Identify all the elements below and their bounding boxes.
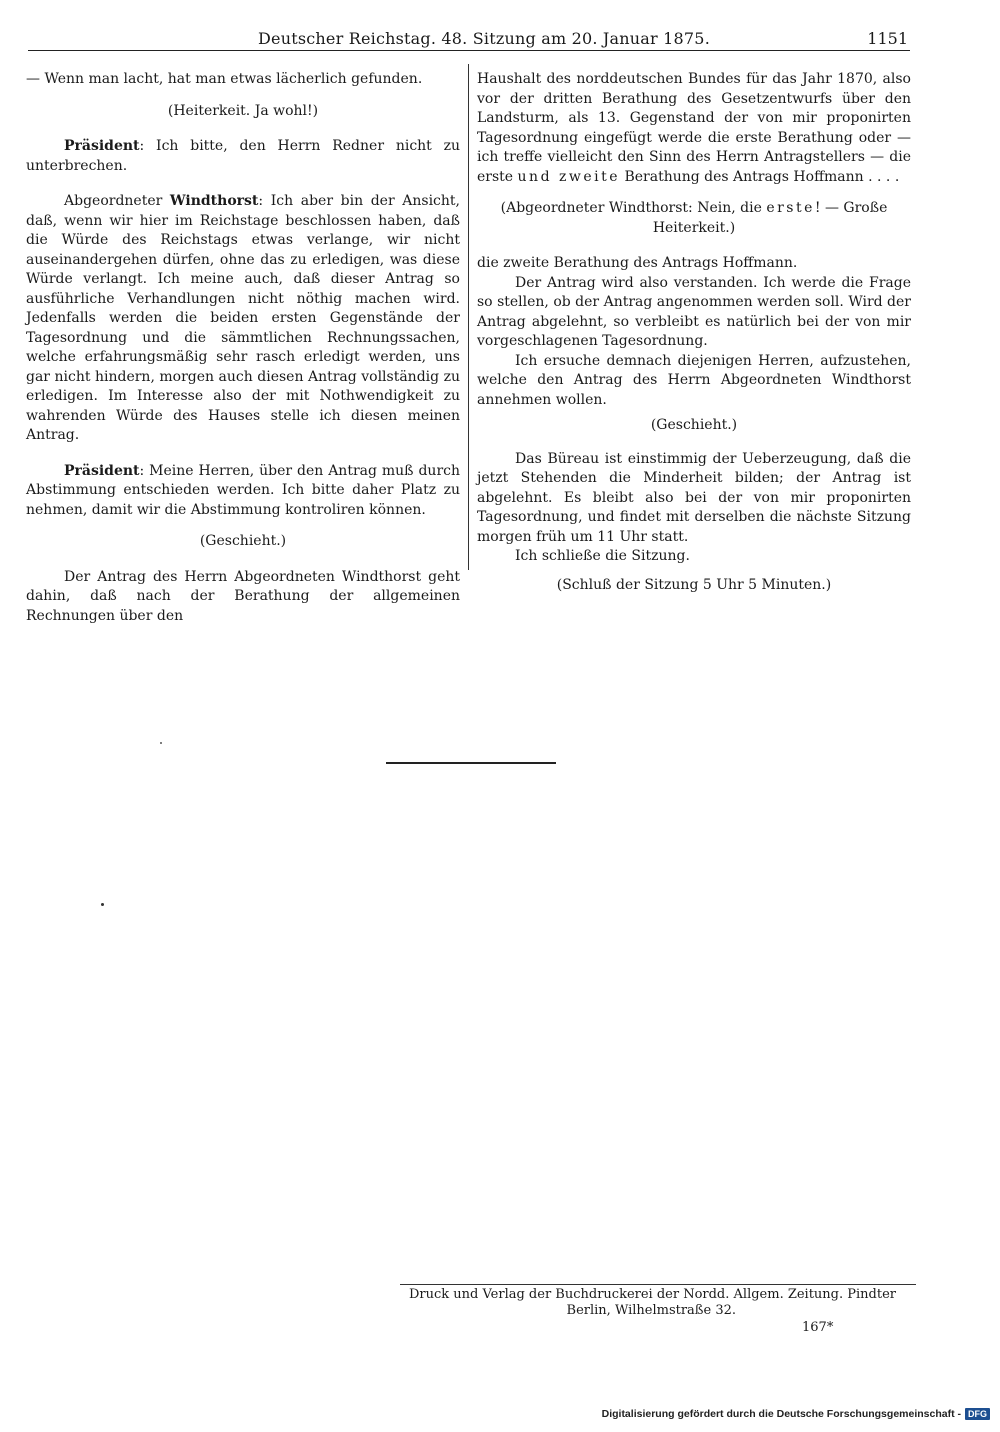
left-paragraph-motion: Der Antrag des Herrn Abgeordneten Windthorst geht dahin, daß nach der Berathung der allgemeinen Rechnungen über den xyxy=(26,568,460,624)
spaced-emphasis: und zweite xyxy=(517,168,621,185)
right-stage-direction-2: (Geschieht.) xyxy=(650,417,738,433)
right-paragraph-6: Ich schließe die Sitzung. xyxy=(515,548,690,564)
imprint xyxy=(400,1287,896,1319)
speech-text: : Ich aber bin der Ansicht, daß, wenn wir hier im Reichstage beschlossen haben, daß die Würde des Reichstags etwas verlange, wir nicht auseinandergehen dürfen, ohne das zu erledigen, was diese Würde verlangt. Ich meine auch, daß dieser Antrag so ausführliche Verhandlungen nicht nöthig machen wird. Jedenfalls werden die beiden ersten Gegenstände der Tagesordnung und die sämmtlichen Rechnungssachen, welche erfahrungsmäßig sehr rasch erledigt werden, uns gar nicht hindern, morgen auch diesen Antrag vollständig zu erledigen. Im Interesse also der mit Nothwendigkeit zu wahrenden Würde des Hauses stelle ich diesen meinen Antrag. xyxy=(26,193,460,443)
dfg-logo-icon: DFG xyxy=(965,1408,990,1420)
printer-signature: 167* xyxy=(802,1320,834,1335)
left-paragraph-president-1 xyxy=(26,137,460,176)
running-title: Deutscher Reichstag. 48. Sitzung am 20. Januar 1875. xyxy=(258,29,710,48)
left-column xyxy=(26,70,460,635)
right-closing-note: (Schluß der Sitzung 5 Uhr 5 Minuten.) xyxy=(556,576,832,593)
speech-text: : Meine Herren, über den Antrag muß durch Abstimmung entschieden werden. Ich bitte daher Platz zu nehmen, damit wir die Abstimmung kontroliren können. xyxy=(26,462,460,518)
scan-speck xyxy=(160,742,162,744)
speaker-prefix: Abgeordneter xyxy=(64,193,170,209)
text-run: (Abgeordneter Windthorst: Nein, die xyxy=(500,200,767,216)
right-paragraph-2: die zweite Berathung des Antrags Hoffmann. xyxy=(477,255,798,271)
text-run: Haushalt des norddeutschen Bundes für das Jahr 1870, also vor der dritten Berathung des Gesetzentwurfs über den Landsturm, als 13. Gegenstand der von mir proponirten Tagesordnung eingefügt werde die erste Berathung oder — ich treffe vielleicht den Sinn des Herrn Antragstellers — die erste xyxy=(477,71,911,185)
imprint-line-2: Berlin, Wilhelmstraße 32. xyxy=(566,1303,736,1318)
spaced-emphasis: erste xyxy=(766,200,815,216)
left-stage-direction-1: (Heiterkeit. Ja wohl!) xyxy=(167,102,319,119)
section-end-rule xyxy=(386,762,556,764)
speech-text: : Ich bitte, den Herrn Redner nicht zu unterbrechen. xyxy=(26,138,460,174)
left-paragraph-president-2 xyxy=(26,462,460,521)
speaker-name: Präsident xyxy=(64,138,140,154)
speaker-name: Windthorst xyxy=(169,193,259,209)
page-number: 1151 xyxy=(867,29,908,48)
digitization-footer xyxy=(602,1408,990,1420)
imprint-line-1: Druck und Verlag der Buchdruckerei der Nordd. Allgem. Zeitung. Pindter xyxy=(408,1287,896,1302)
page-header xyxy=(28,26,910,51)
right-paragraph-3: Der Antrag wird also verstanden. Ich werde die Frage so stellen, ob der Antrag angenommen werden soll. Wird der Antrag abgelehnt, so verbleibt es natürlich bei der von mir vorgeschlagenen Tagesordnung. xyxy=(477,274,911,349)
right-column xyxy=(477,70,911,611)
left-paragraph-windthorst xyxy=(26,192,460,446)
left-paragraph-1: — Wenn man lacht, hat man etwas lächerlich gefunden. xyxy=(26,71,423,87)
footer-text: Digitalisierung gefördert durch die Deutsche Forschungsgemeinschaft - xyxy=(601,1408,961,1420)
right-stage-direction-1 xyxy=(477,199,911,238)
text-run: ! — Große Heiterkeit.) xyxy=(652,200,888,236)
column-separator xyxy=(468,64,469,570)
imprint-rule xyxy=(400,1284,916,1285)
text-run: Berathung des Antrags Hoffmann . . . . xyxy=(620,168,900,185)
speaker-name: Präsident xyxy=(64,462,140,479)
left-stage-direction-2: (Geschieht.) xyxy=(199,533,287,549)
right-paragraph-1 xyxy=(477,70,911,187)
scan-speck xyxy=(101,903,104,906)
right-paragraph-5: Das Büreau ist einstimmig der Ueberzeugung, daß die jetzt Stehenden die Minderheit bilden; der Antrag ist abgelehnt. Es bleibt also bei der von mir proponirten Tagesordnung, und findet mit derselben die nächste Sitzung morgen früh um 11 Uhr statt. xyxy=(477,450,911,545)
right-paragraph-4: Ich ersuche demnach diejenigen Herren, aufzustehen, welche den Antrag des Herrn Abgeordneten Windthorst annehmen wollen. xyxy=(477,352,911,408)
